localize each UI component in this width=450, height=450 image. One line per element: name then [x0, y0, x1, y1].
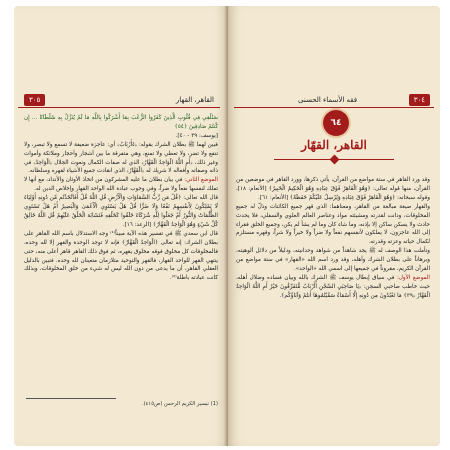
section-text: في سياق إبطال يوسف ﷺ الشرك بالله وبيان فساده وضلال أهله، حيث خاطب صاحبي السجن: ﴿يَا صَاحِبَيِ السِّجْنِ أَأَرْبَابٌ مُّتَفَرِّقُونَ خَيْرٌ أَمِ اللَّهُ الْوَاحِدُ الْقَهَّارُ ﴿٣٩﴾ مَا تَعْبُدُونَ مِن دُونِهِ إِلَّا أَسْمَاءً سَمَّيْتُمُوهَا أَنتُمْ وَآبَاؤُكُم﴾. [236, 274, 430, 299]
chapter-title: القاهر، القهّار [301, 138, 367, 152]
left-running-header [18, 94, 220, 108]
body-paragraph: وتأملت هذا الوصف له ﷺ يجد شاهداً من شواهد وحدانيته، ودليلاً من دلائل ألوهيته، وبرهاناً على بطلان الشرك وأهله، وقد ورد اسم الله «القهار» في ستة مواضع من القرآن الكريم، مقروناً في جميعها إلى اسمي الله «الواحد». [236, 248, 430, 273]
body-paragraph: وقد ورد القاهر في ستة مواضع من القرآن، يأتي ذكرها، وورد القاهر في موضعين من القرآن، منها قوله تعالى: ﴿وَهُوَ الْقَاهِرُ فَوْقَ عِبَادِهِ وَهُوَ الْحَكِيمُ الْخَبِيرُ﴾ [الأنعام: ١٨]، وقوله سبحانه: ﴿وَهُوَ الْقَاهِرُ فَوْقَ عِبَادِهِ وَيُرْسِلُ عَلَيْكُمْ حَفَظَةً﴾ [الأنعام: ٦١]. [236, 177, 430, 201]
right-body [236, 176, 430, 301]
section-paragraph [24, 176, 218, 194]
body-paragraph: فبين لهما ﷺ بطلان الشرك بقوله: ﴿ءَأَرْبَابٌ﴾ أي: عاجزة ضعيفة لا تسمع ولا تبصر، ولا تنفع ولا تضر، ولا تعطي ولا تمنع، وهي متفرقة ما بين أشجار وأحجار وملائكة وأموات وغير ذلك، ﴿أَمِ اللَّهُ الْوَاحِدُ الْقَهَّارُ﴾ الذي له صفات الكمال ونعوت الجلال ﴿الْوَاحِدُ﴾ في ذاته وصفاته وأفعاله لا شريك له ﴿الْقَهَّارُ﴾ الذي انقادت جميع الأشياء لقهره وسلطانه. [24, 141, 218, 175]
footnote-rule [26, 398, 116, 399]
section-paragraph [236, 274, 430, 301]
right-header-title: فقه الأسماء الحسنى [298, 96, 358, 104]
verse-reference: [يوسف: ٣٩ - ٤٠]. [175, 132, 218, 139]
right-running-header [234, 94, 434, 108]
section-label: الموضع الثاني: [184, 177, 218, 184]
right-header-rule [234, 107, 434, 108]
left-page [14, 6, 228, 446]
left-page-number: ٣٠٥ [24, 94, 45, 106]
left-body [24, 114, 218, 283]
body-paragraph: والقهار صيغة مبالغة من القاهر، ومعناهما: الذي قهر جميع الكائنات وذلّ له جميع المخلوقات، ودانت لقدرته ومشيئته مواد وعناصر العالم العلوي والسفلي، فلا يحدث حادث ولا يسكن ساكن إلا بإذنه، وما شاء كان وما لم يشأ لم يكن، وجميع الخلق فقراء إلى الله عاجزون، لا يملكون لأنفسهم نفعاً ولا ضراً ولا خيراً ولا شراً، وقهره مستلزم لكمال حياته وعزته وقدرته. [236, 203, 430, 246]
footnote: (1) تيسير الكريم الرحمن (ص٤١٥). [141, 401, 218, 407]
quran-verse: سَنُلْقِي فِي قُلُوبِ الَّذِينَ كَفَرُوا الرُّعْبَ بِمَا أَشْرَكُوا بِاللَّهِ مَا لَمْ يُنَزِّلْ بِهِ سُلْطَانًا ... إِن كُنتُمْ صَادِقِينَ ﴿٥٤﴾ [24, 115, 218, 130]
body-paragraph: قال الله تعالى: ﴿قُلْ مَن رَّبُّ السَّمَاوَاتِ وَالْأَرْضِ قُلِ اللَّهُ قُلْ أَفَاتَّخَذْتُم مِّن دُونِهِ أَوْلِيَاءَ لَا يَمْلِكُونَ لِأَنفُسِهِمْ نَفْعًا وَلَا ضَرًّا قُلْ هَلْ يَسْتَوِي الْأَعْمَىٰ وَالْبَصِيرُ أَمْ هَلْ تَسْتَوِي الظُّلُمَاتُ وَالنُّورُ أَمْ جَعَلُوا لِلَّهِ شُرَكَاءَ خَلَقُوا كَخَلْقِهِ فَتَشَابَهَ الْخَلْقُ عَلَيْهِمْ قُلِ اللَّهُ خَالِقُ كُلِّ شَيْءٍ وَهُوَ الْوَاحِدُ الْقَهَّارُ﴾ [الرعد: ١٦]. [24, 195, 218, 228]
right-page [228, 6, 440, 446]
section-label: الموضع الأول: [396, 274, 430, 281]
title-ornament-icon [274, 156, 394, 164]
chapter-number-badge: ٦٤ [323, 110, 349, 136]
right-page-number: ٣٠٤ [409, 94, 430, 106]
left-header-title: القاهر، القهار [175, 96, 214, 104]
section-text: في بيان بطلان ما عليه المشركون من اتخاذ الأوثان والأنداد، مع أنها لا تملك لنفسها نفعاً ولا ضراً، وفي وجوب عبادة الله الواحد القهار وإخلاص الدين له. [24, 177, 218, 193]
left-header-rule [18, 107, 220, 108]
body-paragraph: قال ابن سعدي ﷺ في تفسير هذه الآية مبيناً⁽¹⁾ وجه الاستدلال باسم الله القاهر على بطلان الشرك: إنه تعالى ﴿الْوَاحِدُ الْقَهَّارُ﴾ فإنه لا توجد الوحدة والقهر إلا لله وحده، فالمخلوقات كل مخلوق فوقه مخلوق يقهره، ثم فوق ذلك القاهر قاهر أعلى منه، حتى ينتهي القهر للواحد القهار، فالقهر والتوحيد متلازمان متعينان لله وحده. فتبين بالدليل العقلي القاهر، أن ما يدعى من دون الله ليس له شيء من خلق المخلوقات، وبذلك كانت عبادته باطلة⁽²⁾. [24, 230, 218, 282]
